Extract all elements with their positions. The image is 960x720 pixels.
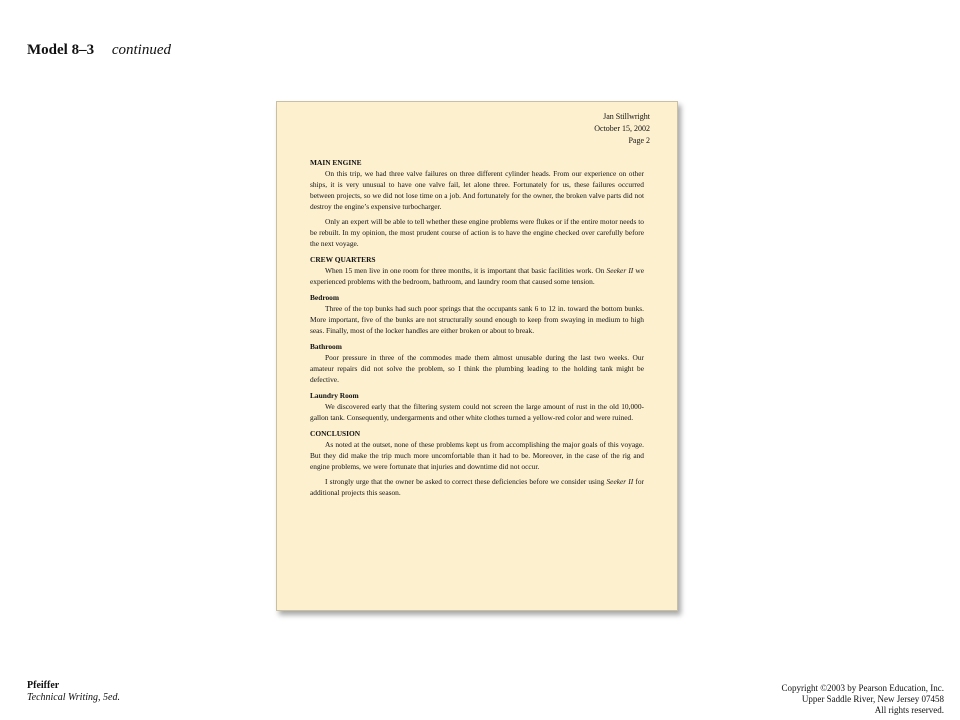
section-heading-conclusion: CONCLUSION [310,429,361,438]
ship-name: Seeker II [606,266,634,275]
author-name: Jan Stillwright [603,112,650,121]
copyright-line: Copyright ©2003 by Pearson Education, Inc. [781,683,944,693]
slide-title [27,42,171,59]
memo-body [310,157,644,498]
paragraph: I strongly urge that the owner be asked to correct these deficiencies before we consider using Seeker II for additional projects this season. [310,477,644,497]
memo-page [276,101,678,611]
section-heading-main-engine: MAIN ENGINE [310,158,362,167]
paragraph: Poor pressure in three of the commodes made them almost unusable during the last two weeks. Our amateur repairs did not solve the problem, so I think the plumbing leading to the holding tank might be defective. [310,353,644,384]
paragraph: Three of the top bunks had such poor springs that the occupants sank 6 to 12 in. toward the bottom bunks. More important, five of the bunks are not structurally sound enough to keep from swaying in medium to high seas. Finally, most of the locker handles are either broken or about to break. [310,304,644,335]
paragraph: When 15 men live in one room for three months, it is important that basic facilities work. On Seeker II we experienced problems with the bedroom, bathroom, and laundry room that caused some tension. [310,266,644,286]
ship-name: Seeker II [606,477,634,486]
paragraph: We discovered early that the filtering system could not screen the large amount of rust in the old 10,000-gallon tank. Consequently, undergarments and other white clothes turned a yellow-red color and were ruined. [310,402,644,422]
paragraph: Only an expert will be able to tell whether these engine problems were flukes or if the entire motor needs to be rebuilt. In my opinion, the most prudent course of action is to have the engine checked over carefully before the next voyage. [310,217,644,248]
model-label: Model 8–3 [27,42,95,58]
page-number: Page 2 [628,136,650,145]
section-heading-crew-quarters: CREW QUARTERS [310,255,376,264]
memo-letterhead [594,111,650,147]
section-heading-bedroom: Bedroom [310,293,340,302]
footer-source [27,680,120,704]
section-heading-bathroom: Bathroom [310,342,342,351]
section-heading-laundry-room: Laundry Room [310,391,359,400]
footer-copyright [781,683,944,716]
memo-date: October 15, 2002 [594,124,650,133]
paragraph: As noted at the outset, none of these problems kept us from accomplishing the major goals of this voyage. But they did make the trip much more uncomfortable than it had to be. Moreover, in the case of the rig and engine problems, we were fortunate that injuries and downtime did not occur. [310,440,644,471]
footer-author: Pfeiffer [27,680,60,691]
paragraph: On this trip, we had three valve failures on three different cylinder heads. From our experience on other ships, it is very unusual to have one valve fail, let alone three. Fortunately for us, these failures occurred between projects, so we did not lose time on a job. And fortunately for the owner, the broken valve parts did not destroy the engine’s expensive turbocharger. [310,169,644,211]
publisher-address: Upper Saddle River, New Jersey 07458 [801,694,944,704]
continued-label: continued [111,42,171,58]
rights-line: All rights reserved. [874,705,944,715]
footer-book-title: Technical Writing, 5ed. [27,692,120,703]
